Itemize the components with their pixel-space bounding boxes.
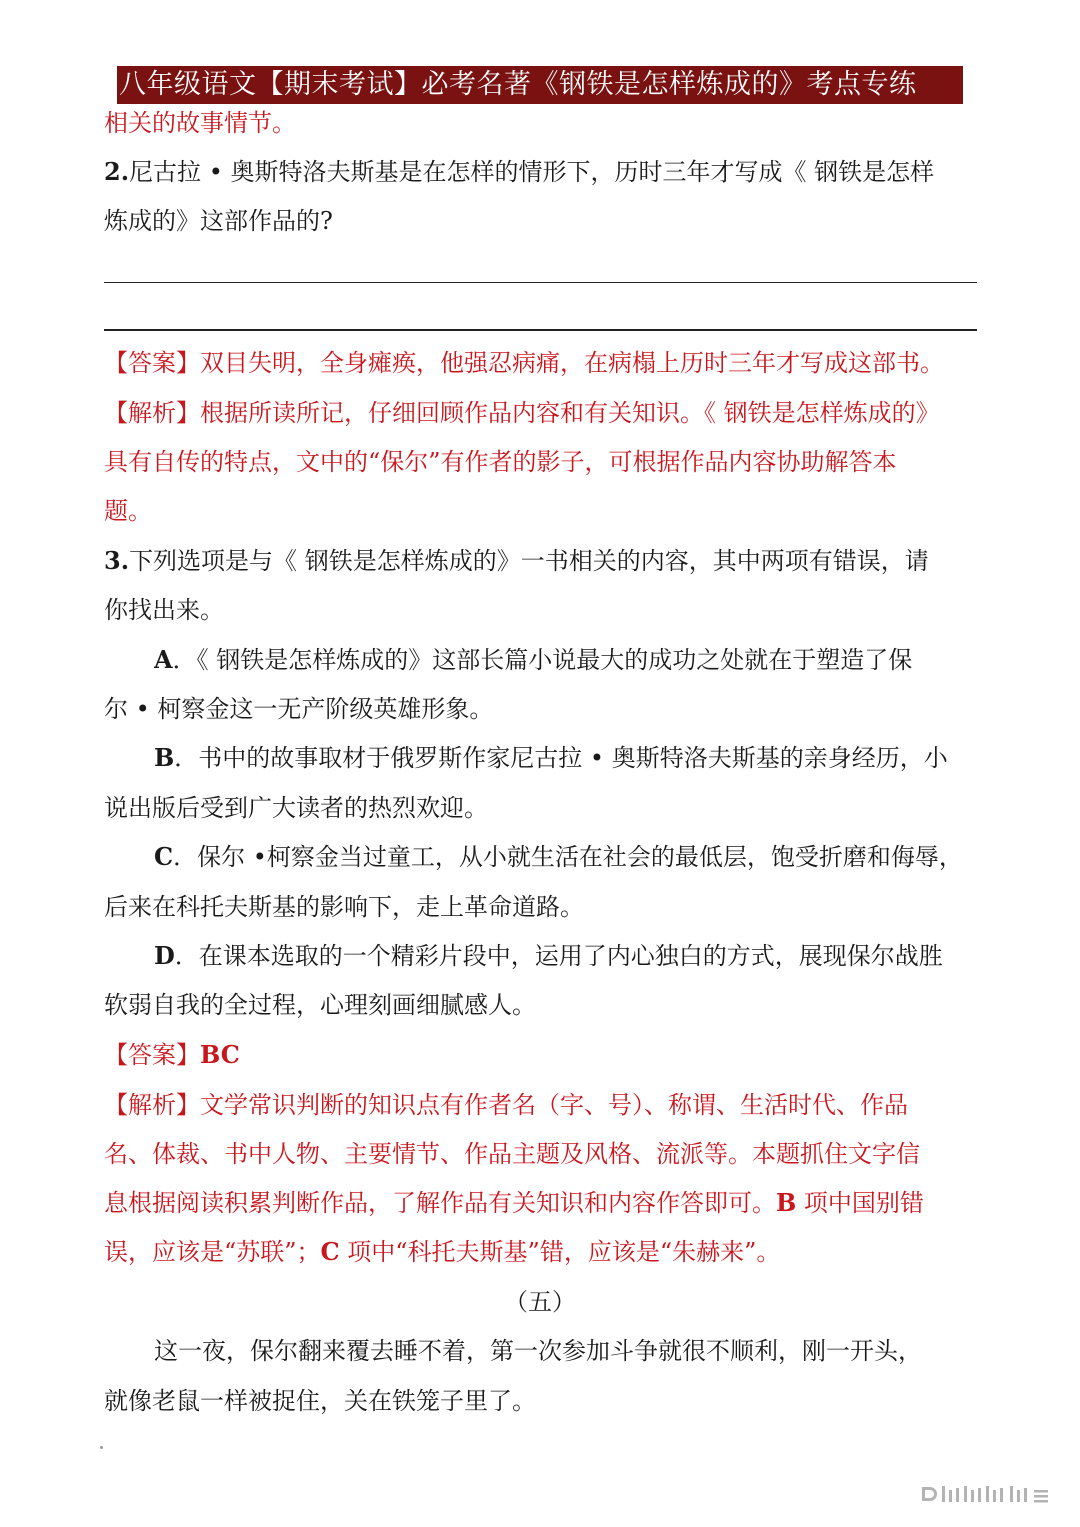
q2-answer — [104, 348, 984, 378]
q2-analysis-1 — [104, 398, 984, 428]
option-b-label: B — [154, 743, 175, 772]
option-c-line-2: 后来在科托夫斯基的影响下，走上革命道路。 — [104, 893, 584, 921]
option-c-text-1: ．保尔 •柯察金当过童工，从小就生活在社会的最低层，饱受折磨和侮辱， — [173, 843, 963, 871]
q2-analysis-text-1: 根据所读所记，仔细回顾作品内容和有关知识。《 钢铁是怎样炼成的》 — [200, 399, 940, 427]
header-banner — [117, 66, 963, 104]
option-d-label: D — [154, 941, 175, 970]
q3-analysis-1 — [104, 1090, 984, 1120]
option-a-text-1: ．《 钢铁是怎样炼成的》这部长篇小说最大的成功之处就在于塑造了保 — [172, 646, 913, 674]
header-title: 八年级语文【期末考试】必考名著《钢铁是怎样炼成的》考点专练 — [119, 69, 917, 100]
q3-line-2: 你找出来。 — [104, 596, 224, 624]
q2-number: 2. — [104, 157, 130, 186]
q2-answer-tag: 【答案】 — [104, 349, 200, 377]
q2-analysis-2: 具有自传的特点，文中的“保尔”有作者的影子，可根据作品内容协助解答本 — [104, 448, 897, 476]
q2-text-1: 尼古拉 • 奥斯特洛夫斯基是在怎样的情形下，历时三年才写成《 钢铁是怎样 — [129, 158, 935, 186]
q2-analysis-3: 题。 — [104, 497, 152, 525]
option-b-text-1: ．书中的故事取材于俄罗斯作家尼古拉 • 奥斯特洛夫斯基的亲身经历，小 — [174, 744, 948, 772]
option-a-line-2: 尔 • 柯察金这一无产阶级英雄形象。 — [104, 695, 494, 723]
q3-text-1: 下列选项是与《 钢铁是怎样炼成的》一书相关的内容，其中两项有错误，请 — [129, 547, 929, 575]
carryover-text: 相关的故事情节。 — [104, 109, 296, 137]
q3-analysis-text-3a: 息根据阅读积累判断作品，了解作品有关知识和内容作答即可。 — [104, 1189, 776, 1217]
q3-analysis-text-1: 文学常识判断的知识点有作者名（字、号）、称谓、生活时代、作品 — [200, 1091, 908, 1119]
scan-speck — [100, 1446, 103, 1449]
passage-line-2: 就像老鼠一样被捉住，关在铁笼子里了。 — [104, 1387, 536, 1415]
passage-line-1: 这一夜，保尔翻来覆去睡不着，第一次参加斗争就很不顺利，刚一开头， — [154, 1337, 922, 1365]
option-b-line-1 — [154, 743, 984, 773]
q2-answer-text: 双目失明，全身瘫痪，他强忍病痛，在病榻上历时三年才写成这部书。 — [200, 349, 944, 377]
q2-line-2: 炼成的》这部作品的? — [104, 207, 333, 235]
q3-analysis-tag: 【解析】 — [104, 1091, 200, 1119]
option-b-line-2: 说出版后受到广大读者的热烈欢迎。 — [104, 794, 488, 822]
q3-number: 3. — [104, 546, 130, 575]
section-heading: （五） — [504, 1288, 576, 1316]
q3-analysis-c-label: C — [320, 1237, 340, 1266]
q3-analysis-2: 名、体裁、书中人物、主要情节、作品主题及风格、流派等。本题抓住文字信 — [104, 1140, 920, 1168]
q3-analysis-4 — [104, 1237, 984, 1267]
option-c-label: C — [154, 842, 174, 871]
q3-answer-tag: 【答案】 — [104, 1041, 200, 1069]
watermark-logo — [918, 1484, 1058, 1506]
answer-line-1 — [104, 282, 977, 283]
answer-line-2 — [104, 329, 977, 331]
option-d-text-1: ．在课本选取的一个精彩片段中，运用了内心独白的方式，展现保尔战胜 — [174, 942, 943, 970]
q2-analysis-tag: 【解析】 — [104, 399, 200, 427]
q3-analysis-text-4a: 误，应该是“苏联”； — [104, 1238, 321, 1266]
option-d-line-2: 软弱自我的全过程，心理刻画细腻感人。 — [104, 991, 536, 1019]
q2-line-1 — [104, 157, 984, 187]
q3-answer-text: BC — [200, 1040, 240, 1069]
option-a-label: A — [154, 645, 173, 674]
option-c-line-1 — [154, 842, 984, 872]
q3-answer — [104, 1040, 984, 1070]
q3-line-1 — [104, 546, 984, 576]
q3-analysis-text-3c: 项中国别错 — [796, 1189, 924, 1217]
q3-analysis-3 — [104, 1188, 984, 1218]
option-d-line-1 — [154, 941, 984, 971]
q3-analysis-b-label: B — [776, 1188, 797, 1217]
q3-analysis-text-4c: 项中“科托夫斯基”错，应该是“朱赫来”。 — [339, 1238, 781, 1266]
option-a-line-1 — [154, 645, 984, 675]
